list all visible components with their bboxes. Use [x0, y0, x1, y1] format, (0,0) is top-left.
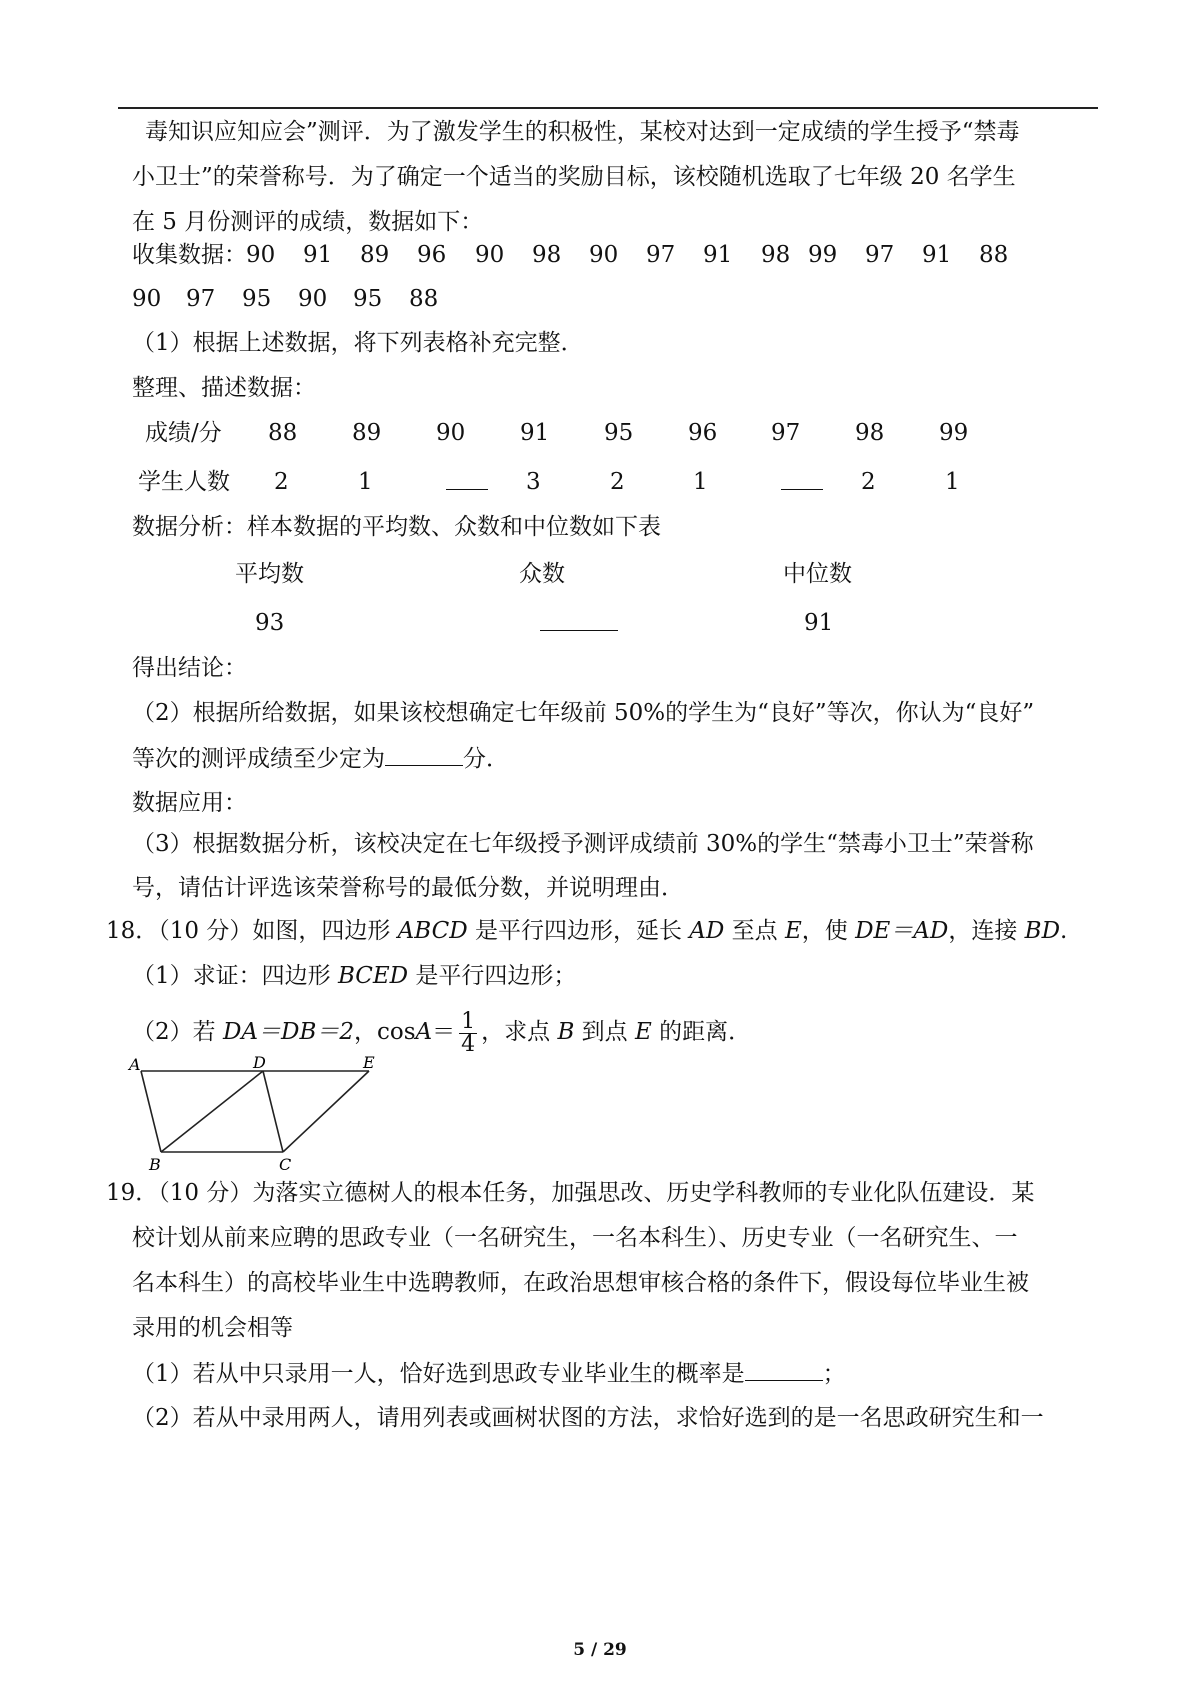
data-value: 97 [865, 242, 895, 268]
count-cell: 1 [945, 469, 960, 495]
label-c: C [279, 1155, 292, 1174]
p18-sub1 [132, 961, 576, 991]
var-bced: BCED [337, 963, 409, 989]
data-value: 96 [417, 242, 447, 268]
page-number: 5 / 29 [573, 1640, 627, 1660]
p18-points: （10 分） [158, 918, 253, 944]
count-cell: 1 [358, 469, 373, 495]
p18-text: . [1060, 918, 1068, 944]
data-value: 95 [242, 286, 272, 312]
count-blank[interactable] [446, 467, 488, 498]
data-value: 98 [532, 242, 562, 268]
stats-header-row [0, 559, 1200, 589]
p18-sub2-text: ，cos [353, 1019, 416, 1045]
blank-underline [781, 467, 823, 490]
q2-text: 等次的测评成绩至少定为 [132, 746, 385, 772]
data-value: 90 [246, 242, 276, 268]
data-value: 99 [808, 242, 838, 268]
p19-answer-blank[interactable] [745, 1358, 823, 1381]
p18-line-1 [106, 916, 1067, 946]
mode-blank[interactable] [540, 608, 618, 639]
intro-line-2: 小卫士”的荣誉称号．为了确定一个适当的奖励目标，该校随机选取了七年级 20 名学生 [132, 164, 1016, 190]
data-value: 91 [303, 242, 333, 268]
score-cell: 88 [268, 420, 298, 446]
collect-row-2 [0, 284, 1200, 314]
p18-sub2-text: 的距离． [651, 1019, 752, 1045]
data-value: 90 [298, 286, 328, 312]
fraction-numerator: 1 [461, 1008, 476, 1034]
line-bd [161, 1071, 263, 1152]
p18-text: ，使 [801, 918, 856, 944]
count-header: 学生人数 [138, 469, 230, 495]
p19-line-3: 名本科生）的高校毕业生中选聘教师，在政治思想审核合格的条件下，假设每位毕业生被 [132, 1270, 1029, 1296]
mean-value: 93 [255, 610, 285, 636]
p19-line-1 [106, 1178, 1034, 1208]
var-da-db: DA＝DB＝2 [222, 1019, 354, 1045]
p19-sub2: （2）若从中录用两人，请用列表或画树状图的方法，求恰好选到的是一名思政研究生和一 [132, 1405, 1044, 1431]
fraction-denominator: 4 [461, 1031, 476, 1057]
data-value: 95 [353, 286, 383, 312]
label-e: E [363, 1053, 375, 1072]
line-ab [141, 1071, 161, 1152]
score-cell: 96 [688, 420, 718, 446]
stats-header: 平均数 [235, 561, 304, 587]
p19-line-2: 校计划从前来应聘的思政专业（一名研究生，一名本科生）、历史专业（一名研究生、一 [132, 1225, 1018, 1251]
data-value: 90 [132, 286, 162, 312]
data-value: 88 [409, 286, 439, 312]
p18-sub2-text: 到点 [574, 1019, 635, 1045]
score-cell: 89 [352, 420, 382, 446]
label-a: A [129, 1055, 141, 1074]
collect-row-1 [0, 240, 1200, 270]
count-cell: 2 [861, 469, 876, 495]
q2-text-end: 分． [463, 746, 509, 772]
data-value: 90 [475, 242, 505, 268]
p18-text: 是平行四边形，延长 [467, 918, 690, 944]
count-cell: 3 [526, 469, 541, 495]
score-cell: 99 [939, 420, 969, 446]
q1-text: （1）根据上述数据，将下列表格补充完整． [132, 330, 584, 356]
organize-label: 整理、描述数据： [132, 375, 316, 401]
p18-sub2-text: （2）若 [132, 1019, 223, 1045]
var-b: B [557, 1019, 575, 1045]
freq-count-row [0, 467, 1200, 497]
analysis-label: 数据分析：样本数据的平均数、众数和中位数如下表 [132, 514, 661, 540]
p18-text: ，连接 [948, 918, 1025, 944]
q3-line-1: （3）根据数据分析，该校决定在七年级授予测评成绩前 30%的学生“禁毒小卫士”荣誉称 [132, 831, 1034, 857]
p18-text: 至点 [724, 918, 785, 944]
var-de-eq-ad: DE＝AD [855, 918, 949, 944]
p19-number: 19． [106, 1180, 159, 1206]
data-value: 89 [360, 242, 390, 268]
line-ce [283, 1071, 369, 1152]
count-cell: 1 [693, 469, 708, 495]
header-rule [118, 107, 1098, 109]
data-value: 91 [922, 242, 952, 268]
q2-line-2 [132, 743, 509, 774]
label-d: D [253, 1053, 266, 1072]
p19-sub1-text: ； [822, 1361, 846, 1387]
data-value: 97 [646, 242, 676, 268]
intro-line-3: 在 5 月份测评的成绩，数据如下： [132, 209, 484, 235]
q2-line-1: （2）根据所给数据，如果该校想确定七年级前 50%的学生为“良好”等次，你认为“良好” [132, 700, 1035, 726]
score-cell: 91 [520, 420, 550, 446]
p18-sub1-text: 是平行四边形； [408, 963, 577, 989]
data-value: 97 [186, 286, 216, 312]
p18-text: 如图，四边形 [252, 918, 398, 944]
line-dc [263, 1071, 283, 1152]
intro-line-1: 毒知识应知应会”测评．为了激发学生的积极性，某校对达到一定成绩的学生授予“禁毒 [145, 119, 1020, 145]
score-cell: 98 [855, 420, 885, 446]
count-cell: 2 [610, 469, 625, 495]
q3-line-2: 号，请估计评选该荣誉称号的最低分数，并说明理由． [132, 875, 684, 901]
var-a: A [415, 1019, 433, 1045]
q2-answer-blank[interactable] [385, 743, 463, 766]
count-cell: 2 [274, 469, 289, 495]
blank-underline [446, 467, 488, 490]
application-label: 数据应用： [132, 790, 247, 816]
p18-sub1-text: （1）求证：四边形 [132, 963, 338, 989]
data-value: 88 [979, 242, 1009, 268]
label-b: B [149, 1155, 161, 1174]
parallelogram-figure [125, 1050, 395, 1180]
stats-header: 众数 [519, 561, 565, 587]
var-e: E [635, 1019, 652, 1045]
var-ad: AD [689, 918, 725, 944]
data-value: 98 [761, 242, 791, 268]
p19-text: （10 分）为落实立德树人的根本任务，加强思改、历史学科教师的专业化队伍建设．某 [158, 1180, 1035, 1206]
conclusion-label: 得出结论： [132, 655, 247, 681]
score-cell: 90 [436, 420, 466, 446]
freq-score-row [0, 418, 1200, 448]
var-bd: BD [1024, 918, 1061, 944]
score-cell: 97 [771, 420, 801, 446]
p18-number: 18． [106, 918, 159, 944]
var-e: E [784, 918, 802, 944]
data-value: 90 [589, 242, 619, 268]
fraction-one-quarter [459, 1008, 477, 1057]
p18-sub2-text: ，求点 [481, 1019, 558, 1045]
median-value: 91 [804, 610, 834, 636]
p19-sub1 [132, 1358, 846, 1389]
data-value: 91 [703, 242, 733, 268]
stats-value-row [0, 608, 1200, 638]
score-cell: 95 [604, 420, 634, 446]
blank-underline [540, 608, 618, 631]
p19-line-4: 录用的机会相等 [132, 1315, 293, 1341]
collect-label: 收集数据： [132, 242, 247, 268]
p18-sub2-text: ＝ [432, 1019, 456, 1045]
count-blank[interactable] [781, 467, 823, 498]
p19-sub1-text: （1）若从中只录用一人，恰好选到思政专业毕业生的概率是 [132, 1361, 745, 1387]
score-header: 成绩/分 [145, 420, 222, 446]
stats-header: 中位数 [783, 561, 852, 587]
var-abcd: ABCD [397, 918, 468, 944]
